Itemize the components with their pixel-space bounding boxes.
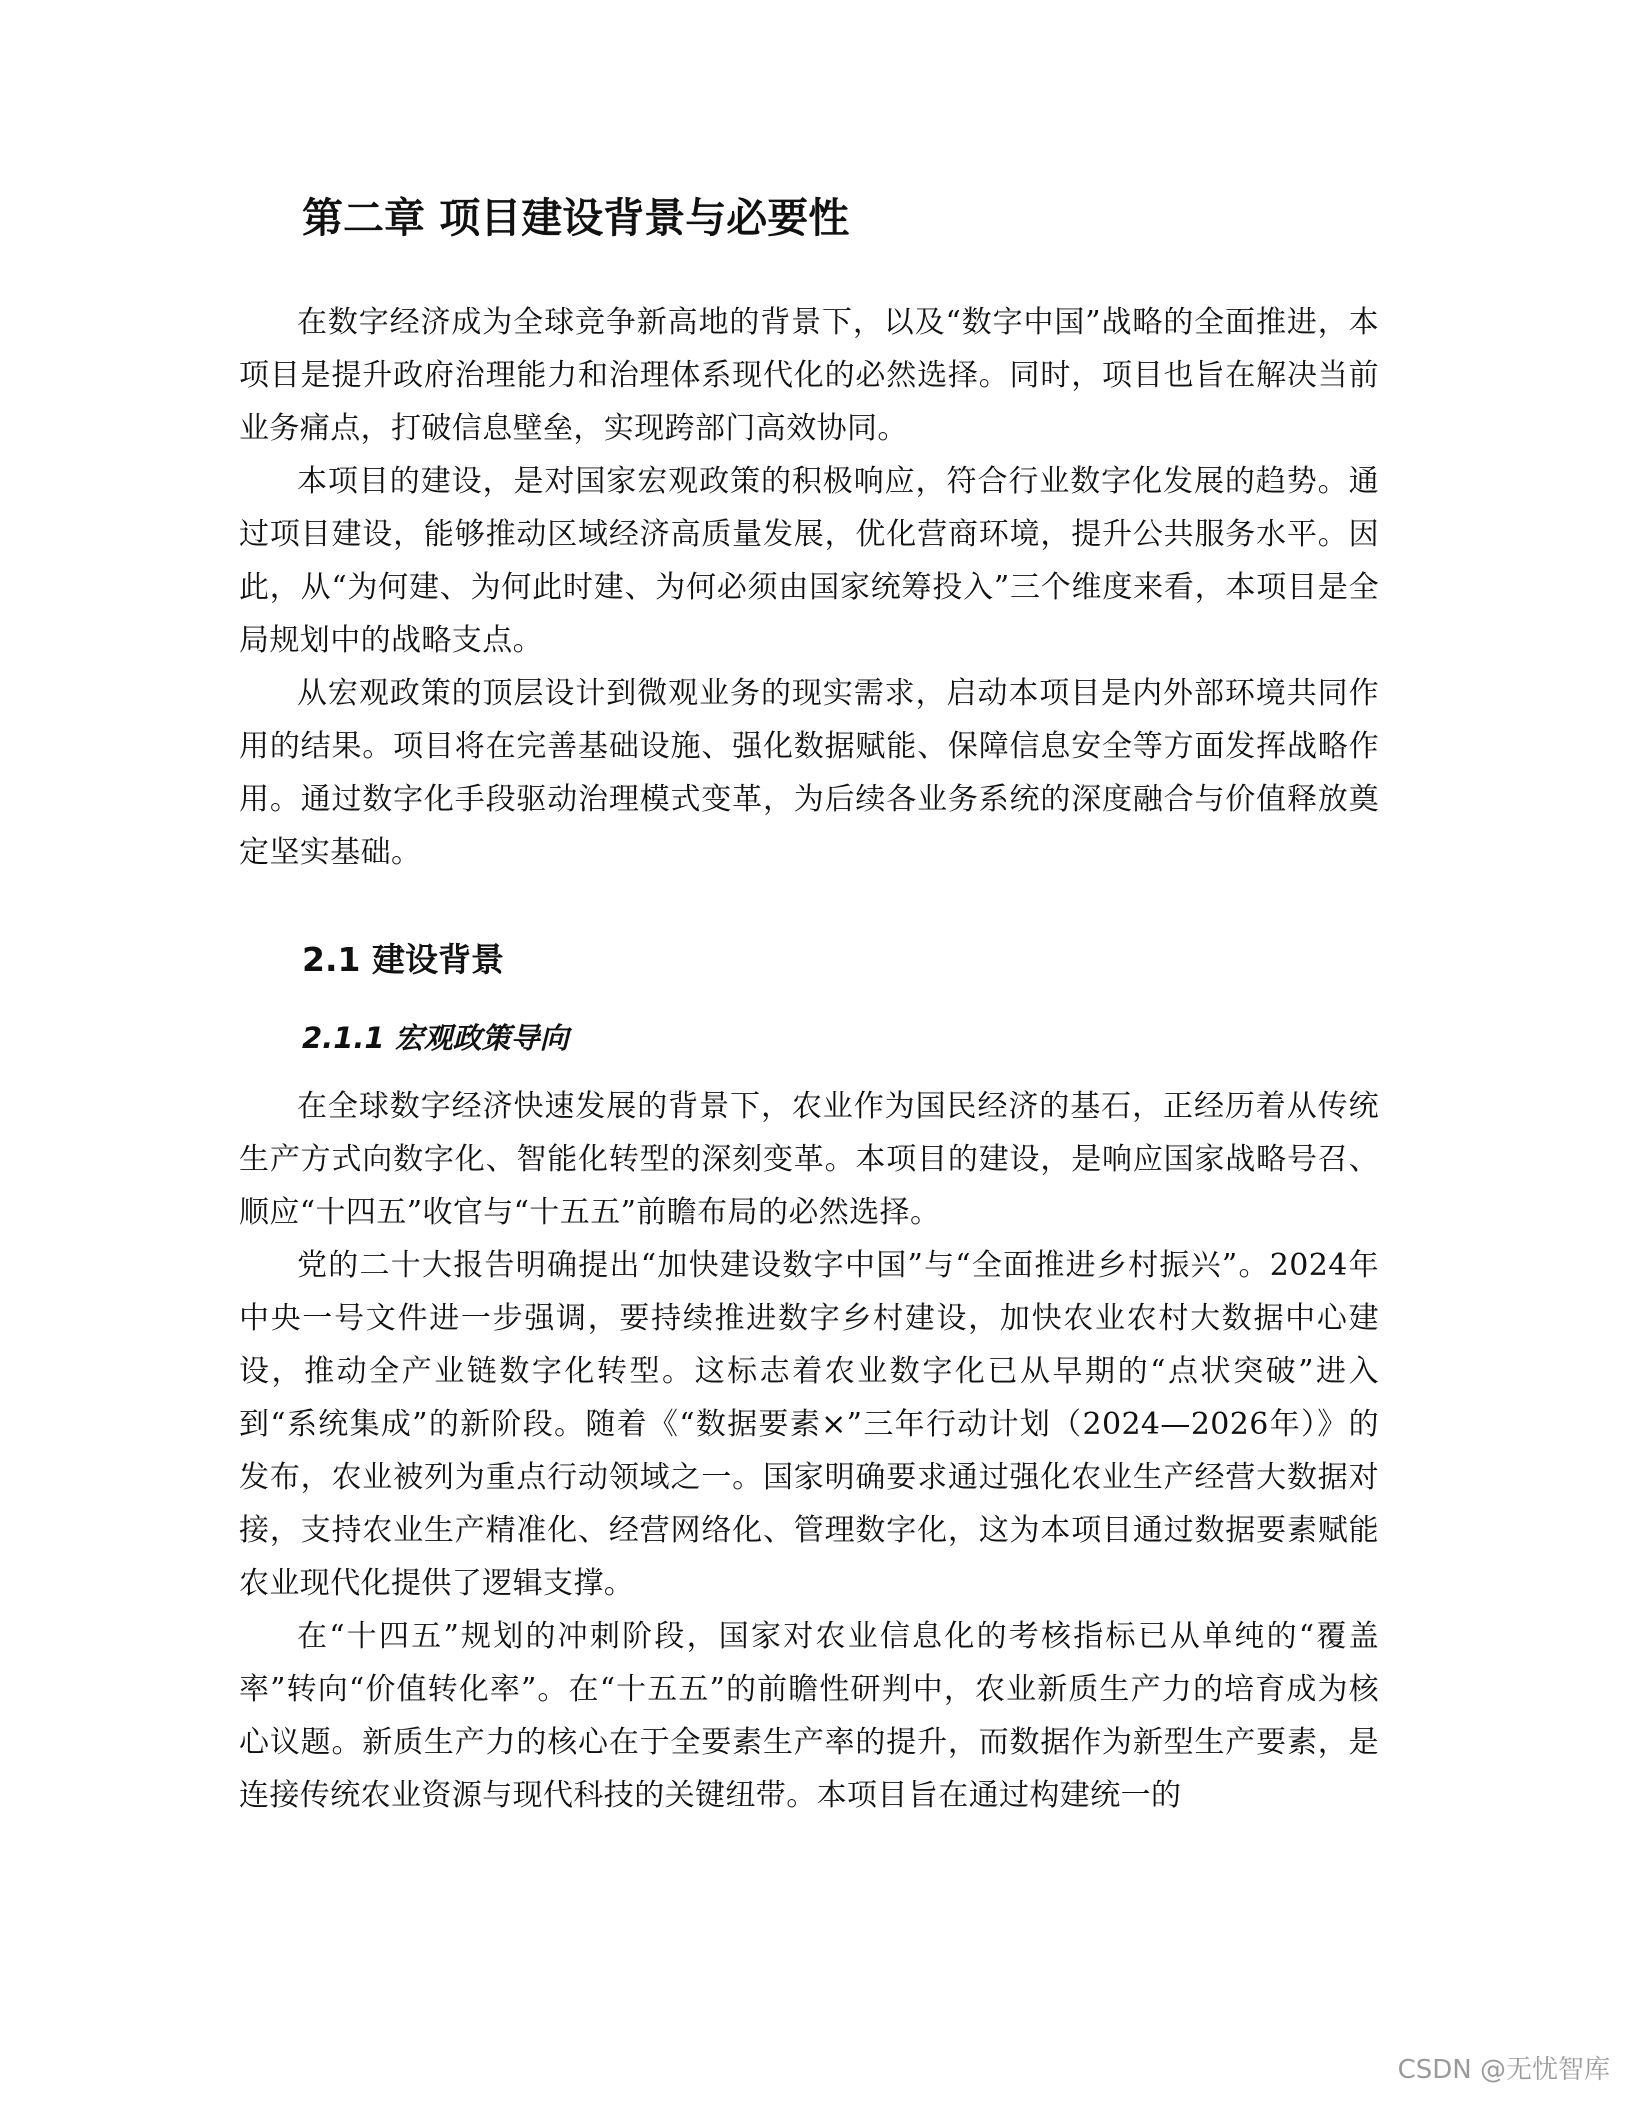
watermark: CSDN @无忧智库 — [1397, 2055, 1610, 2085]
section-title: 2.1 建设背景 — [302, 940, 504, 979]
paragraph: 从宏观政策的顶层设计到微观业务的现实需求，启动本项目是内外部环境共同作用的结果。项目将在完善基础设施、强化数据赋能、保障信息安全等方面发挥战略作用。通过数字化手段驱动治理模式变革，为后续各业务系统的深度融合与价值释放奠定坚实基础。 — [239, 676, 1379, 870]
paragraph: 在全球数字经济快速发展的背景下，农业作为国民经济的基石，正经历着从传统生产方式向数字化、智能化转型的深刻变革。本项目的建设，是响应国家战略号召、顺应“十四五”收官与“十五五”前瞻布局的必然选择。 — [239, 1089, 1379, 1230]
chapter-title: 第二章 项目建设背景与必要性 — [302, 194, 850, 242]
paragraph: 在“十四五”规划的冲刺阶段，国家对农业信息化的考核指标已从单纯的“覆盖率”转向“价值转化率”。在“十五五”的前瞻性研判中，农业新质生产力的培育成为核心议题。新质生产力的核心在于全要素生产率的提升，而数据作为新型生产要素，是连接传统农业资源与现代科技的关键纽带。本项目旨在通过构建统一的 — [239, 1619, 1379, 1813]
chapter-intro — [239, 296, 1379, 879]
subsection-title: 2.1.1 宏观政策导向 — [302, 1021, 569, 1055]
subsection-body — [239, 1080, 1379, 1822]
paragraph: 在数字经济成为全球竞争新高地的背景下，以及“数字中国”战略的全面推进，本项目是提升政府治理能力和治理体系现代化的必然选择。同时，项目也旨在解决当前业务痛点，打破信息壁垒，实现跨部门高效协同。 — [239, 305, 1379, 446]
paragraph: 党的二十大报告明确提出“加快建设数字中国”与“全面推进乡村振兴”。2024年中央一号文件进一步强调，要持续推进数字乡村建设，加快农业农村大数据中心建设，推动全产业链数字化转型。这标志着农业数字化已从早期的“点状突破”进入到“系统集成”的新阶段。随着《“数据要素×”三年行动计划（2024—2026年）》的发布，农业被列为重点行动领域之一。国家明确要求通过强化农业生产经营大数据对接，支持农业生产精准化、经营网络化、管理数字化，这为本项目通过数据要素赋能农业现代化提供了逻辑支撑。 — [239, 1248, 1379, 1601]
paragraph: 本项目的建设，是对国家宏观政策的积极响应，符合行业数字化发展的趋势。通过项目建设，能够推动区域经济高质量发展，优化营商环境，提升公共服务水平。因此，从“为何建、为何此时建、为何必须由国家统筹投入”三个维度来看，本项目是全局规划中的战略支点。 — [239, 464, 1379, 658]
